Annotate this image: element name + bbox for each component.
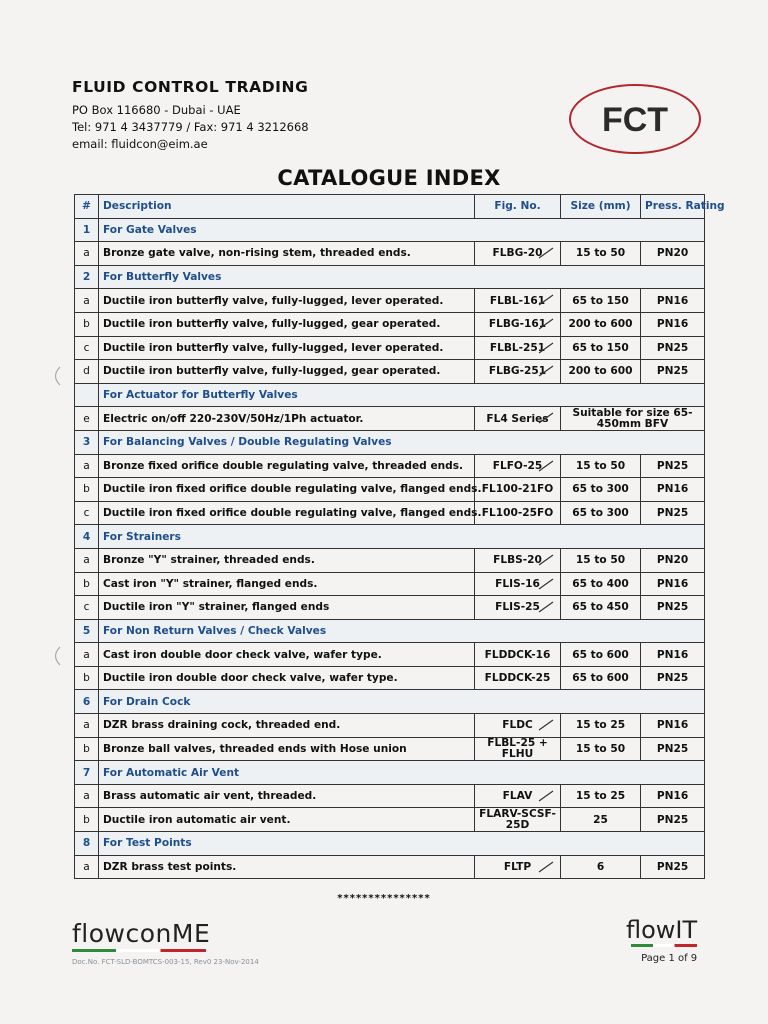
section-title: For Test Points — [99, 832, 705, 856]
fig-text: FLBG-251 — [488, 365, 547, 378]
fct-logo-mark — [587, 99, 683, 139]
table-row — [75, 501, 705, 525]
row-letter: a — [75, 714, 99, 738]
row-fig — [475, 478, 561, 502]
row-description: Ductile iron automatic air vent. — [99, 808, 475, 832]
section-row — [75, 383, 705, 407]
table-row — [75, 643, 705, 667]
fig-text: FLIS-25 — [495, 601, 540, 614]
section-num — [75, 383, 99, 407]
row-letter: b — [75, 312, 99, 336]
row-fig — [475, 855, 561, 879]
row-size: 65 to 450 — [561, 596, 641, 620]
check-mark-icon — [538, 553, 554, 567]
section-num: 6 — [75, 690, 99, 714]
row-size: 6 — [561, 855, 641, 879]
table-row — [75, 596, 705, 620]
section-row — [75, 218, 705, 242]
section-row — [75, 690, 705, 714]
fig-text: FLBL-25 + FLHU — [487, 736, 548, 760]
row-rating: PN25 — [641, 336, 705, 360]
row-letter: a — [75, 643, 99, 667]
row-letter: a — [75, 289, 99, 313]
fig-text: FLARV-SCSF-25D — [479, 807, 556, 831]
row-description: Ductile iron butterfly valve, fully-lugged, gear operated. — [99, 312, 475, 336]
row-description: Cast iron double door check valve, wafer type. — [99, 643, 475, 667]
section-row — [75, 761, 705, 785]
row-letter: a — [75, 242, 99, 266]
row-size: 15 to 50 — [561, 548, 641, 572]
row-letter: a — [75, 855, 99, 879]
row-fig — [475, 737, 561, 761]
row-description: Ductile iron fixed orifice double regulating valve, flanged ends. — [99, 478, 475, 502]
table-row — [75, 666, 705, 690]
row-fig — [475, 548, 561, 572]
table-row — [75, 572, 705, 596]
section-num: 3 — [75, 430, 99, 454]
row-description: Brass automatic air vent, threaded. — [99, 784, 475, 808]
row-letter: a — [75, 454, 99, 478]
row-description: Bronze "Y" strainer, threaded ends. — [99, 548, 475, 572]
check-mark-icon — [538, 246, 554, 260]
section-num: 7 — [75, 761, 99, 785]
row-fig — [475, 572, 561, 596]
fig-text: FLAV — [502, 790, 533, 803]
company-email: email: fluidcon@eim.ae — [72, 137, 208, 151]
row-size: 65 to 600 — [561, 666, 641, 690]
row-size: 15 to 50 — [561, 737, 641, 761]
table-row — [75, 548, 705, 572]
row-size: 15 to 50 — [561, 454, 641, 478]
row-fig — [475, 242, 561, 266]
fig-text: FLFO-25 — [492, 459, 543, 472]
row-letter: c — [75, 501, 99, 525]
section-num: 4 — [75, 525, 99, 549]
table-row — [75, 360, 705, 384]
fig-text: FL100-25FO — [481, 507, 554, 520]
row-fig — [475, 714, 561, 738]
section-title: For Drain Cock — [99, 690, 705, 714]
end-of-index-stars: *************** — [337, 893, 431, 904]
row-size: 65 to 150 — [561, 289, 641, 313]
company-name: FLUID CONTROL TRADING — [72, 78, 309, 96]
check-mark-icon — [538, 718, 554, 732]
fig-text: FLDDCK-16 — [484, 648, 551, 661]
flowconme-logo: flowconME — [72, 919, 211, 948]
row-fig — [475, 289, 561, 313]
row-fig — [475, 784, 561, 808]
row-rating: PN16 — [641, 714, 705, 738]
row-rating: PN25 — [641, 737, 705, 761]
row-size: Suitable for size 65-450mm BFV — [561, 407, 705, 431]
section-num: 1 — [75, 218, 99, 242]
catalogue-title: CATALOGUE INDEX — [277, 166, 501, 190]
section-title: For Automatic Air Vent — [99, 761, 705, 785]
row-letter: a — [75, 548, 99, 572]
row-description: Ductile iron butterfly valve, fully-lugged, gear operated. — [99, 360, 475, 384]
row-fig — [475, 808, 561, 832]
row-description: Bronze ball valves, threaded ends with Hose union — [99, 737, 475, 761]
check-mark-icon — [538, 317, 554, 331]
check-mark-icon — [538, 293, 554, 307]
row-rating: PN25 — [641, 596, 705, 620]
row-rating: PN20 — [641, 548, 705, 572]
fig-text: FLTP — [503, 860, 532, 873]
row-size: 65 to 400 — [561, 572, 641, 596]
row-description: Ductile iron "Y" strainer, flanged ends — [99, 596, 475, 620]
fig-text: FLBL-251 — [489, 341, 546, 354]
row-description: Bronze fixed orifice double regulating valve, threaded ends. — [99, 454, 475, 478]
row-size: 65 to 300 — [561, 501, 641, 525]
header-num: # — [75, 195, 99, 219]
check-mark-icon — [538, 860, 554, 874]
section-row — [75, 430, 705, 454]
check-mark-icon — [538, 459, 554, 473]
row-description: Ductile iron fixed orifice double regulating valve, flanged ends. — [99, 501, 475, 525]
row-rating: PN16 — [641, 572, 705, 596]
row-description: DZR brass draining cock, threaded end. — [99, 714, 475, 738]
section-row — [75, 832, 705, 856]
catalogue-table — [74, 194, 725, 879]
table-row — [75, 714, 705, 738]
table-row — [75, 855, 705, 879]
section-num: 2 — [75, 265, 99, 289]
row-fig — [475, 596, 561, 620]
section-title: For Balancing Valves / Double Regulating Valves — [99, 430, 705, 454]
row-letter: c — [75, 336, 99, 360]
scan-bracket-icon — [48, 645, 62, 667]
table-row — [75, 289, 705, 313]
section-title: For Actuator for Butterfly Valves — [99, 383, 705, 407]
row-rating: PN16 — [641, 289, 705, 313]
check-mark-icon — [538, 341, 554, 355]
row-rating: PN25 — [641, 501, 705, 525]
document-number: Doc.No. FCT-SLD-BOMTCS-003-15, Rev0 23-Nov-2014 — [72, 958, 259, 966]
row-size: 65 to 600 — [561, 643, 641, 667]
header-fig: Fig. No. — [475, 195, 561, 219]
table-row — [75, 312, 705, 336]
table-row — [75, 336, 705, 360]
row-description: Electric on/off 220-230V/50Hz/1Ph actuator. — [99, 407, 475, 431]
fig-text: FLBG-161 — [488, 318, 547, 331]
section-title: For Gate Valves — [99, 218, 705, 242]
check-mark-icon — [538, 364, 554, 378]
fig-text: FL100-21FO — [481, 483, 554, 496]
row-description: Cast iron "Y" strainer, flanged ends. — [99, 572, 475, 596]
fct-logo — [569, 84, 701, 154]
row-size: 15 to 25 — [561, 784, 641, 808]
header-description: Description — [99, 195, 475, 219]
fig-text: FLDDCK-25 — [484, 672, 551, 685]
section-num: 5 — [75, 619, 99, 643]
header-rating: Press. Rating — [641, 195, 705, 219]
section-num: 8 — [75, 832, 99, 856]
section-title: For Butterfly Valves — [99, 265, 705, 289]
row-fig — [475, 454, 561, 478]
flag-stripe — [72, 949, 206, 952]
row-size: 65 to 150 — [561, 336, 641, 360]
table-row — [75, 407, 705, 431]
row-rating: PN25 — [641, 360, 705, 384]
row-rating: PN25 — [641, 666, 705, 690]
row-description: DZR brass test points. — [99, 855, 475, 879]
row-fig — [475, 336, 561, 360]
fct-logo-text: FCT — [601, 101, 669, 139]
footer-right — [626, 916, 697, 964]
section-title: For Non Return Valves / Check Valves — [99, 619, 705, 643]
row-letter: b — [75, 737, 99, 761]
fig-text: FLIS-16 — [495, 577, 540, 590]
row-size: 25 — [561, 808, 641, 832]
fig-text: FLDC — [502, 719, 533, 732]
check-mark-icon — [538, 600, 554, 614]
row-rating: PN16 — [641, 643, 705, 667]
row-rating: PN25 — [641, 454, 705, 478]
row-rating: PN16 — [641, 312, 705, 336]
row-size: 15 to 25 — [561, 714, 641, 738]
row-letter: b — [75, 572, 99, 596]
check-mark-icon — [538, 411, 554, 425]
row-fig — [475, 501, 561, 525]
row-fig — [475, 666, 561, 690]
company-block — [72, 78, 309, 153]
row-rating: PN20 — [641, 242, 705, 266]
row-size: 65 to 300 — [561, 478, 641, 502]
row-letter: b — [75, 808, 99, 832]
row-letter: b — [75, 478, 99, 502]
section-row — [75, 619, 705, 643]
company-phone-fax: Tel: 971 4 3437779 / Fax: 971 4 3212668 — [72, 120, 309, 134]
scan-bracket-icon — [48, 365, 62, 387]
row-size: 15 to 50 — [561, 242, 641, 266]
check-mark-icon — [538, 577, 554, 591]
row-description: Ductile iron butterfly valve, fully-lugged, lever operated. — [99, 336, 475, 360]
row-description: Bronze gate valve, non-rising stem, threaded ends. — [99, 242, 475, 266]
row-fig — [475, 407, 561, 431]
table-row — [75, 454, 705, 478]
table-row — [75, 478, 705, 502]
section-title: For Strainers — [99, 525, 705, 549]
table-row — [75, 737, 705, 761]
row-letter: c — [75, 596, 99, 620]
fig-text: FL4 Series — [486, 412, 549, 425]
page-number: Page 1 of 9 — [641, 953, 698, 964]
header-size: Size (mm) — [561, 195, 641, 219]
flag-stripe — [631, 944, 697, 947]
row-size: 200 to 600 — [561, 360, 641, 384]
row-fig — [475, 360, 561, 384]
table-row — [75, 784, 705, 808]
check-mark-icon — [538, 789, 554, 803]
row-rating: PN16 — [641, 784, 705, 808]
company-address: PO Box 116680 - Dubai - UAE — [72, 103, 241, 117]
section-row — [75, 525, 705, 549]
row-rating: PN25 — [641, 808, 705, 832]
row-letter: a — [75, 784, 99, 808]
fig-text: FLBL-161 — [489, 294, 546, 307]
row-description: Ductile iron double door check valve, wafer type. — [99, 666, 475, 690]
row-letter: e — [75, 407, 99, 431]
row-fig — [475, 312, 561, 336]
fig-text: FLBG-20 — [492, 247, 543, 260]
fig-text: FLBS-20 — [493, 554, 542, 567]
flowit-logo: flowIT — [626, 916, 698, 944]
row-rating: PN16 — [641, 478, 705, 502]
section-row — [75, 265, 705, 289]
row-letter: b — [75, 666, 99, 690]
row-size: 200 to 600 — [561, 312, 641, 336]
row-description: Ductile iron butterfly valve, fully-lugged, lever operated. — [99, 289, 475, 313]
row-rating: PN25 — [641, 855, 705, 879]
table-row — [75, 808, 705, 832]
table-header-row — [75, 195, 705, 219]
row-fig — [475, 643, 561, 667]
table-row — [75, 242, 705, 266]
footer-left — [72, 919, 259, 966]
row-letter: d — [75, 360, 99, 384]
